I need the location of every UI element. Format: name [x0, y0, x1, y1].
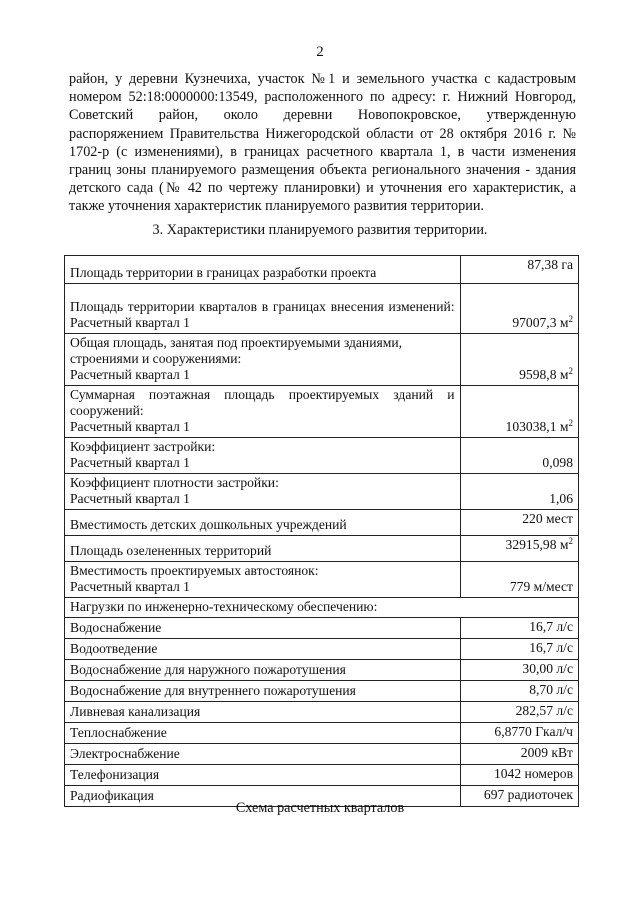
table-row: [65, 660, 579, 681]
table-row: [65, 702, 579, 723]
table-row: [65, 386, 579, 438]
intro-line: детского сада (№ 42 по чертежу планировки) и уточнения его характеристик, а: [69, 180, 576, 197]
intro-paragraph: [69, 70, 576, 216]
table-row: [65, 284, 579, 334]
intro-line: номером 52:18:0000000:13549, расположенного по адресу: г. Нижний Новгород,: [69, 89, 576, 106]
row-label: Электроснабжение: [65, 744, 461, 765]
row-value: 1,06: [460, 474, 578, 510]
page-number: 2: [316, 44, 324, 60]
row-value: 16,7 л/с: [460, 639, 578, 660]
row-label: Теплоснабжение: [65, 723, 461, 744]
intro-line: Советский район, около деревни Новопокровское, утвержденную: [69, 107, 576, 124]
intro-line: границ зоны планируемого размещения объекта регионального значения - здания: [69, 162, 576, 179]
table-row: [65, 723, 579, 744]
table-row: [65, 536, 579, 562]
row-value: 30,00 л/с: [460, 660, 578, 681]
row-label: Вместимость проектируемых автостоянок: Расчетный квартал 1: [65, 562, 461, 598]
section-heading: 3. Характеристики планируемого развития территории.: [152, 222, 488, 238]
row-value: 16,7 л/с: [460, 618, 578, 639]
row-label: Коэффициент плотности застройки: Расчетный квартал 1: [65, 474, 461, 510]
row-value: 103038,1 $м^2$: [460, 386, 578, 438]
row-label: Водоснабжение: [65, 618, 461, 639]
row-label: Радиофикация: [65, 786, 461, 807]
row-label: Водоснабжение для внутреннего пожаротушения: [65, 681, 461, 702]
row-label: Коэффициент застройки: Расчетный квартал 1: [65, 438, 461, 474]
intro-line: распоряжением Правительства Нижегородской области от 28 октября 2016 г. №: [69, 125, 576, 142]
row-label: Вместимость детских дошкольных учреждений: [65, 510, 461, 536]
table-row: [65, 765, 579, 786]
row-label: Площадь территории в границах разработки проекта: [65, 256, 461, 284]
row-label: Нагрузки по инженерно-техническому обеспечению:: [65, 598, 579, 618]
row-label: Водоснабжение для наружного пожаротушения: [65, 660, 461, 681]
row-value: 6,8770 Гкал/ч: [460, 723, 578, 744]
row-value: 0,098: [460, 438, 578, 474]
row-label: Ливневая канализация: [65, 702, 461, 723]
row-label: Суммарная поэтажная площадь проектируемых зданий и сооружений: Расчетный квартал 1: [65, 386, 461, 438]
table-row: [65, 639, 579, 660]
scheme-caption: Схема расчетных кварталов: [235, 800, 405, 816]
characteristics-table: [64, 255, 579, 807]
table-row: [65, 618, 579, 639]
row-label: Телефонизация: [65, 765, 461, 786]
row-value: 779 м/мест: [460, 562, 578, 598]
intro-line: 1702-р (с изменениями), в границах расчетного квартала 1, в части изменения: [69, 143, 576, 160]
intro-line: район, у деревни Кузнечиха, участок №1 и земельного участка с кадастровым: [69, 71, 576, 87]
row-label: Водоотведение: [65, 639, 461, 660]
row-value: 220 мест: [460, 510, 578, 536]
table-row: [65, 256, 579, 284]
row-label: Общая площадь, занятая под проектируемыми зданиями, строениями и сооружениями: Расчетный квартал 1: [65, 334, 461, 386]
row-label: Площадь озелененных территорий: [65, 536, 461, 562]
row-value: 87,38 га: [460, 256, 578, 284]
row-label: Площадь территории кварталов в границах внесения изменений: Расчетный квартал 1: [65, 284, 461, 334]
table-row: [65, 510, 579, 536]
table-row: [65, 598, 579, 618]
table-row: [65, 474, 579, 510]
table-row: [65, 334, 579, 386]
table-row: [65, 744, 579, 765]
row-value: 32915,98 $м^2$: [460, 536, 578, 562]
row-value: 2009 кВт: [460, 744, 578, 765]
table-row: [65, 562, 579, 598]
row-value: 282,57 л/с: [460, 702, 578, 723]
row-value: 1042 номеров: [460, 765, 578, 786]
row-value: 697 радиоточек: [460, 786, 578, 807]
row-value: 97007,3 $м^2$: [460, 284, 578, 334]
intro-line: также уточнения характеристик планируемого развития территории.: [69, 198, 484, 215]
table-row: [65, 438, 579, 474]
row-value: 8,70 л/с: [460, 681, 578, 702]
table-row: [65, 681, 579, 702]
row-value: 9598,8 $м^2$: [460, 334, 578, 386]
